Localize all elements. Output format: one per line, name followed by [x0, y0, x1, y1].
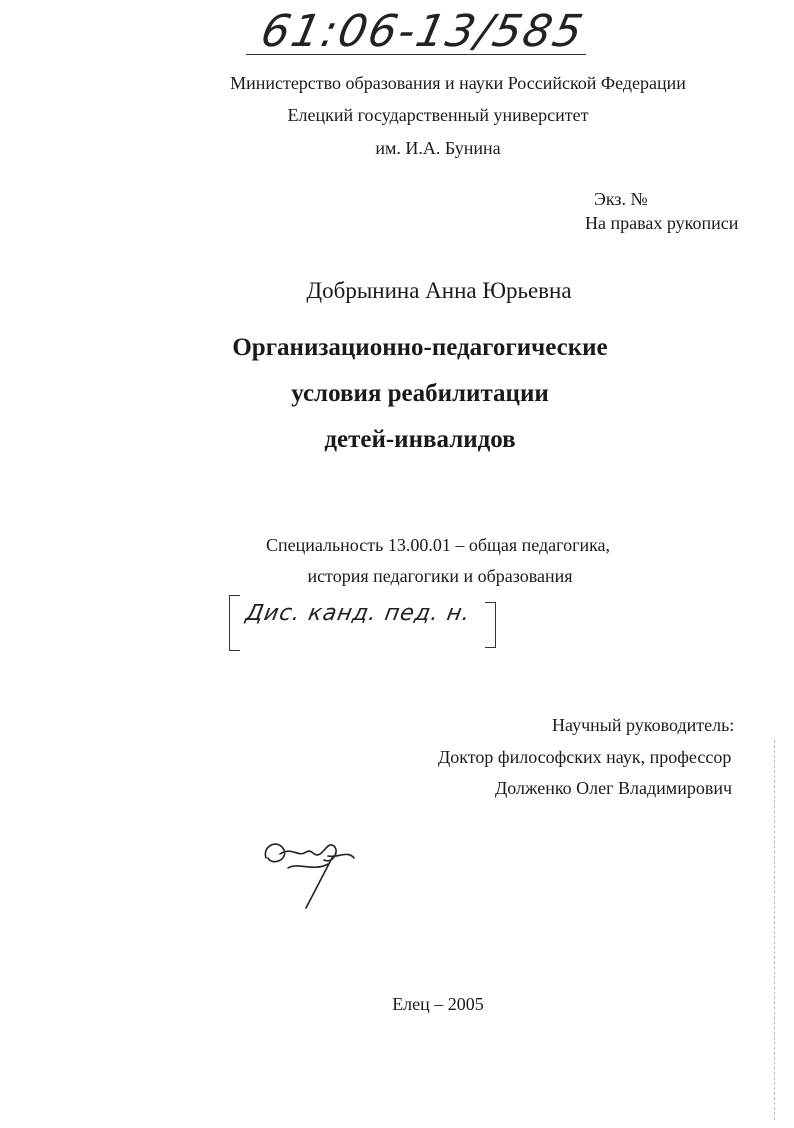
handwritten-degree-note: [218, 601, 473, 626]
supervisor-label: Научный руководитель:: [552, 715, 735, 735]
thesis-title-line-2: условия реабилитации: [291, 380, 549, 407]
author-name: Добрынина Анна Юрьевна: [306, 278, 572, 303]
specialty-line-1: Специальность 13.00.01 – общая педагогика,: [265, 535, 611, 555]
university-named-after: им. И.А. Бунина: [375, 138, 501, 158]
archive-stamp-number: 61:06-13/585: [256, 6, 589, 57]
handwritten-bracket-right: [485, 602, 496, 648]
handwritten-signature: [258, 828, 362, 910]
scan-edge-line: [774, 740, 775, 1120]
ministry-line: Министерство образования и науки Российской Федерации: [230, 73, 686, 93]
thesis-title-line-1: Организационно-педагогические: [232, 334, 608, 361]
manuscript-rights-label: На правах рукописи: [585, 213, 739, 233]
archive-stamp-underline: [246, 54, 586, 55]
copy-number-label: Экз. №: [594, 189, 648, 209]
university-line: Елецкий государственный университет: [287, 105, 589, 125]
supervisor-name: Долженко Олег Владимирович: [495, 778, 733, 798]
thesis-title-line-3: детей-инвалидов: [324, 426, 516, 453]
specialty-line-2: история педагогики и образования: [307, 566, 573, 586]
supervisor-degree: Доктор философских наук, профессор: [438, 747, 732, 767]
place-and-year: Елец – 2005: [392, 994, 484, 1014]
handwritten-degree-text: Дис. канд. пед. н.: [243, 601, 473, 626]
